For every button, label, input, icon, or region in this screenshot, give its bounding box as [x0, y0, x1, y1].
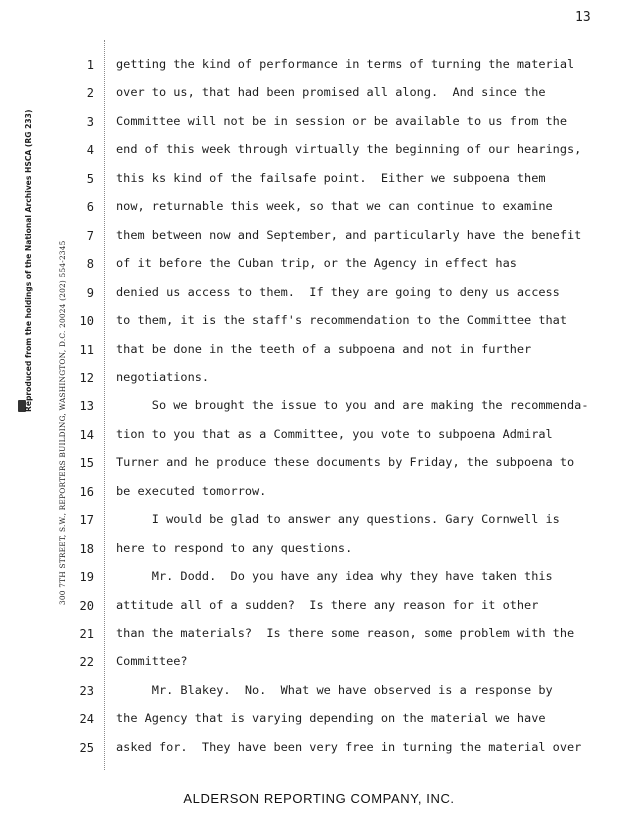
line-number: 19: [79, 570, 94, 585]
line-number: 5: [86, 171, 94, 186]
transcript-line: be executed tomorrow.: [116, 483, 267, 498]
line-number: 24: [79, 712, 94, 727]
transcript-line: attitude all of a sudden? Is there any reason for it other: [116, 597, 539, 612]
transcript-line: over to us, that had been promised all along. And since the: [116, 85, 546, 100]
line-number: 22: [79, 655, 94, 670]
transcript-line: Turner and he produce these documents by Friday, the subpoena to: [116, 455, 575, 470]
transcript-line: tion to you that as a Committee, you vote to subpoena Admiral: [116, 426, 553, 441]
line-number: 21: [79, 627, 94, 641]
line-number: 18: [79, 541, 94, 556]
margin-rule: [104, 40, 105, 770]
line-number: 23: [79, 683, 94, 698]
page-number: 13: [575, 10, 591, 25]
transcript-line: getting the kind of performance in terms of turning the material: [116, 57, 575, 71]
line-number: 8: [86, 257, 94, 272]
line-number: 10: [79, 314, 94, 329]
transcript-line: to them, it is the staff's recommendation to the Committee that: [116, 313, 568, 328]
transcript-line: negotiations.: [116, 369, 210, 384]
transcript-line: Mr. Dodd. Do you have any idea why they have taken this: [116, 569, 553, 584]
transcript-line: the Agency that is varying depending on the material we have: [116, 711, 546, 726]
line-number: 9: [86, 285, 94, 300]
transcript-line: of it before the Cuban trip, or the Agency in effect has: [116, 256, 517, 271]
archive-note: Reproduced from the holdings of the National Archives HSCA (RG 233): [24, 109, 33, 412]
transcript-line: than the materials? Is there some reason, some problem with the: [116, 626, 575, 640]
address-note: 300 7TH STREET, S.W., REPORTERS BUILDING, WASHINGTON, D.C. 20024 (202) 554-2345: [58, 240, 67, 605]
line-number: 3: [86, 114, 94, 129]
transcript-line: Mr. Blakey. No. What we have observed is a response by: [116, 682, 553, 697]
line-number: 7: [86, 228, 94, 243]
line-number: 6: [86, 200, 94, 215]
transcript-line: them between now and September, and particularly have the benefit: [116, 227, 582, 242]
line-number: 12: [79, 370, 94, 385]
line-number: 4: [86, 143, 94, 158]
line-number: 14: [79, 427, 94, 442]
transcript-line: end of this week through virtually the beginning of our hearings,: [116, 142, 582, 157]
line-number: 15: [79, 456, 94, 471]
transcript-line: I would be glad to answer any questions. Gary Cornwell is: [116, 512, 560, 527]
footer: ALDERSON REPORTING COMPANY, INC.: [183, 791, 455, 806]
line-number: 2: [86, 86, 94, 101]
transcript-line: here to respond to any questions.: [116, 540, 353, 555]
transcript-line: So we brought the issue to you and are making the recommenda-: [116, 398, 589, 413]
transcript-line: Committee?: [116, 654, 188, 669]
line-number: 16: [79, 484, 94, 499]
line-number: 11: [79, 342, 94, 357]
line-number: 17: [79, 513, 94, 528]
transcript-line: now, returnable this week, so that we can continue to examine: [116, 199, 553, 214]
line-number: 1: [86, 58, 94, 72]
line-number: 25: [79, 740, 94, 755]
transcript-line: Committee will not be in session or be available to us from the: [116, 113, 568, 128]
line-number: 13: [79, 399, 94, 414]
transcript-line: asked for. They have been very free in turning the material over: [116, 739, 582, 754]
transcript-line: this ks kind of the failsafe point. Either we subpoena them: [116, 170, 546, 185]
line-number: 20: [79, 598, 94, 613]
transcript-line: that be done in the teeth of a subpoena and not in further: [116, 341, 532, 356]
transcript-line: denied us access to them. If they are going to deny us access: [116, 284, 560, 299]
